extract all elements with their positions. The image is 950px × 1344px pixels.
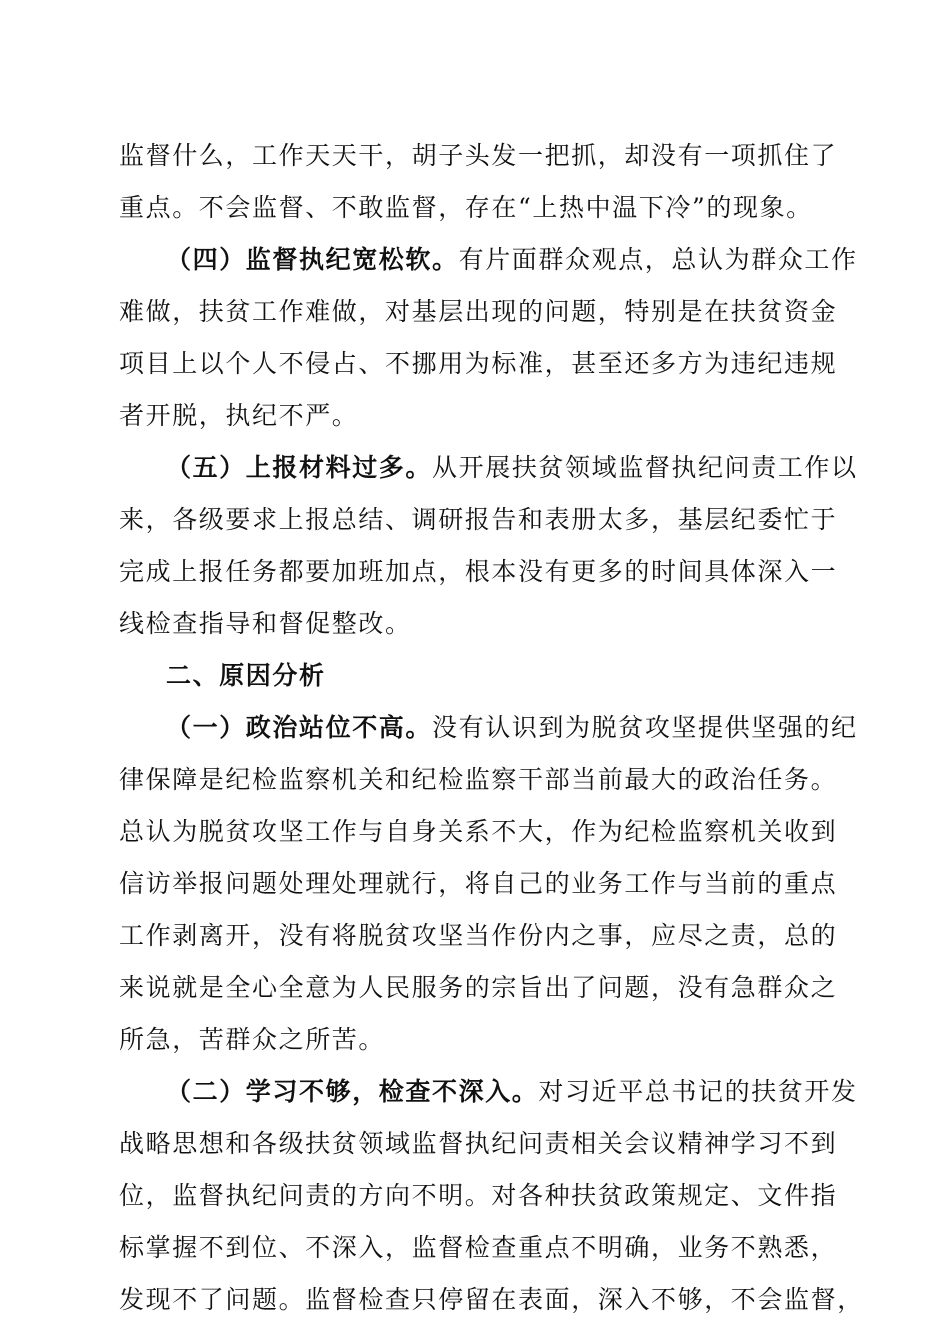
body-line bbox=[119, 345, 839, 383]
body-line bbox=[119, 1229, 839, 1267]
line-text: 工作剥离开，没有将脱贫攻坚当作份内之事，应尽之责，总的 bbox=[119, 921, 838, 950]
section-heading-5: （五）上报材料过多。 bbox=[166, 453, 433, 482]
line-text: 监督什么，工作天天干，胡子头发一把抓，却没有一项抓住了 bbox=[119, 141, 838, 170]
line-text: 发现不了问题。监督检查只停留在表面，深入不够，不会监督， bbox=[119, 1285, 864, 1314]
line-text: 战略思想和各级扶贫领域监督执纪问责相关会议精神学习不到 bbox=[119, 1129, 838, 1158]
line-text: 来说就是全心全意为人民服务的宗旨出了问题，没有急群众之 bbox=[119, 973, 838, 1002]
body-line bbox=[119, 761, 839, 799]
section-heading-1: （一）政治站位不高。 bbox=[166, 713, 433, 742]
section-heading-4: （四）监督执纪宽松软。 bbox=[166, 245, 459, 274]
chapter-title: 二、原因分析 bbox=[166, 661, 326, 690]
section-paragraph-start bbox=[166, 449, 858, 487]
body-line bbox=[119, 1021, 839, 1059]
line-text: 标掌握不到位、不深入，监督检查重点不明确，业务不熟悉， bbox=[119, 1233, 838, 1262]
body-line bbox=[119, 397, 839, 435]
line-text: 位，监督执纪问责的方向不明。对各种扶贫政策规定、文件指 bbox=[119, 1181, 838, 1210]
section-heading-2: （二）学习不够，检查不深入。 bbox=[166, 1077, 539, 1106]
line-text: 信访举报问题处理处理就行，将自己的业务工作与当前的重点 bbox=[119, 869, 838, 898]
body-line bbox=[119, 865, 839, 903]
line-text: 来，各级要求上报总结、调研报告和表册太多，基层纪委忙于 bbox=[119, 505, 838, 534]
line-text: 者开脱，执纪不严。 bbox=[119, 401, 359, 430]
line-text: 从开展扶贫领域监督执纪问责工作以 bbox=[432, 453, 858, 482]
line-text: 有片面群众观点，总认为群众工作 bbox=[458, 245, 858, 274]
line-text: 律保障是纪检监察机关和纪检监察干部当前最大的政治任务。 bbox=[119, 765, 838, 794]
body-line bbox=[119, 605, 839, 643]
line-text: 线检查指导和督促整改。 bbox=[119, 609, 412, 638]
line-text: 对习近平总书记的扶贫开发 bbox=[538, 1077, 858, 1106]
line-text: 重点。不会监督、不敢监督，存在“上热中温下冷”的现象。 bbox=[119, 193, 813, 222]
line-text: 完成上报任务都要加班加点，根本没有更多的时间具体深入一 bbox=[119, 557, 838, 586]
body-line bbox=[119, 553, 839, 591]
line-text: 所急，苦群众之所苦。 bbox=[119, 1025, 386, 1054]
body-line bbox=[119, 1177, 839, 1215]
section-paragraph-start bbox=[166, 709, 858, 747]
body-line bbox=[119, 813, 839, 851]
body-line bbox=[119, 293, 839, 331]
body-line bbox=[119, 1281, 864, 1319]
line-text: 项目上以个人不侵占、不挪用为标准，甚至还多方为违纪违规 bbox=[119, 349, 838, 378]
body-line bbox=[119, 137, 839, 175]
body-line bbox=[119, 969, 839, 1007]
line-text: 没有认识到为脱贫攻坚提供坚强的纪 bbox=[432, 713, 858, 742]
body-line bbox=[119, 917, 839, 955]
body-line bbox=[119, 189, 839, 227]
body-line bbox=[119, 1125, 839, 1163]
body-line bbox=[119, 501, 839, 539]
section-paragraph-start bbox=[166, 1073, 858, 1111]
section-paragraph-start bbox=[166, 241, 858, 279]
chapter-heading bbox=[166, 657, 839, 695]
line-text: 总认为脱贫攻坚工作与自身关系不大，作为纪检监察机关收到 bbox=[119, 817, 838, 846]
line-text: 难做，扶贫工作难做，对基层出现的问题，特别是在扶贫资金 bbox=[119, 297, 838, 326]
